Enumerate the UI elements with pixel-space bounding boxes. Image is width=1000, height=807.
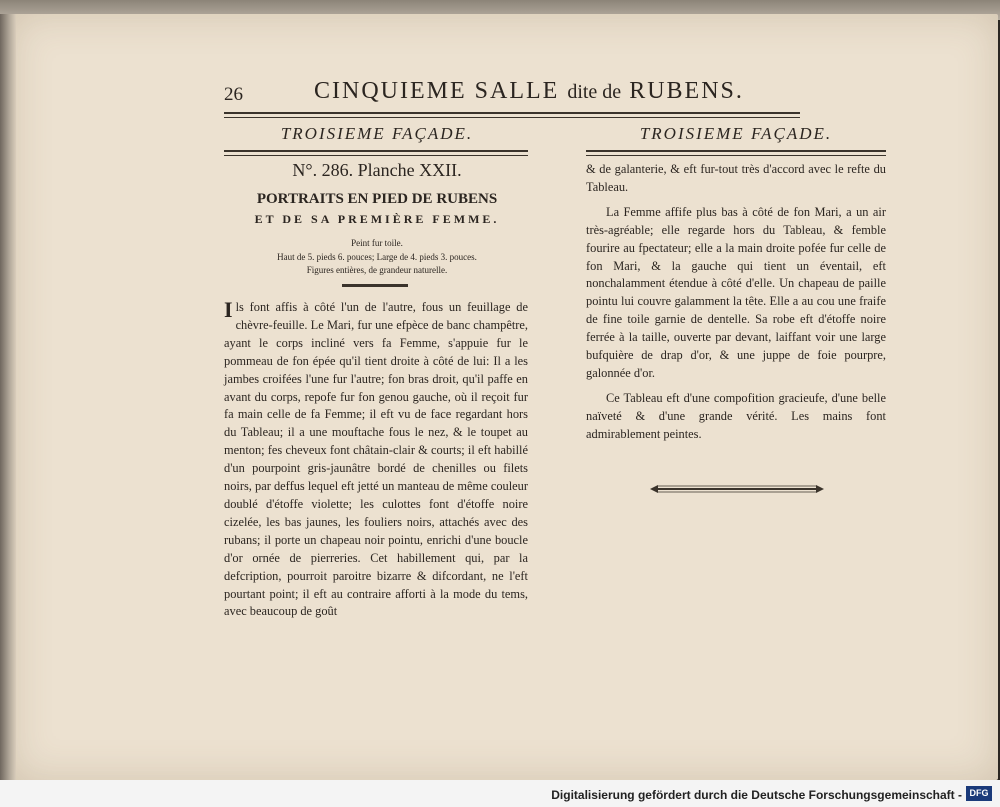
- drop-cap: I: [224, 297, 233, 322]
- book-spine: [0, 14, 16, 780]
- plate-title-line1: PORTRAITS EN PIED DE RUBENS: [256, 191, 498, 207]
- page-title: [314, 78, 744, 105]
- right-column-heading: TROISIEME FAÇADE.: [639, 124, 833, 143]
- header-rule-thin: [224, 117, 800, 118]
- plate-number: N°. 286. Planche XXII.: [292, 160, 462, 180]
- title-main-1: CINQUIEME SALLE: [314, 78, 560, 104]
- plate-dimensions: Haut de 5. pieds 6. pouces; Large de 4. pieds 3. pouces.: [277, 252, 477, 262]
- plate-medium: Peint fur toile.: [351, 238, 403, 248]
- header-rule: [224, 112, 800, 114]
- plate-title-line2: ET DE SA PREMIÈRE FEMME.: [254, 212, 500, 226]
- left-body-text: [224, 299, 528, 621]
- title-small: dite de: [567, 81, 622, 103]
- right-heading-rule: [586, 150, 886, 152]
- right-body-text: [586, 161, 886, 444]
- plate-figures: Figures entières, de grandeur naturelle.: [306, 265, 448, 275]
- right-paragraph-3: Ce Tableau eft d'une compofition gracieufe, d'une belle naïveté & d'une grande vérité. Les mains font admirablement peintes.: [586, 390, 886, 441]
- right-paragraph-1: & de galanterie, & eft fur-tout très d'accord avec le refte du Tableau.: [586, 162, 886, 194]
- title-main-2: RUBENS.: [629, 78, 744, 104]
- dfg-logo: DFG: [966, 786, 992, 801]
- left-paragraph: ls font affis à côté l'un de l'autre, fous un feuillage de chèvre-feuille. Le Mari, fur une efpèce de banc champêtre, ayant le corps incliné vers fa Femme, s'appuie fur le pommeau de fon épée qu'il tient droite à côté de lui: Il a les jambes croifées l'une fur l'autre; fon bras droit, qu'il paffe en avant du corps, repofe fur fon genou gauche, où il reçoit fur fa main celle de fa Femme; il eft vu de face regardant hors du Tableau; il a une mouftache fous le nez, & le toupet au menton; fes cheveux font châtain-clair & courts; il eft habillé d'un pourpoint gris-jaunâtre bordé de chenilles ou filets noirs, par deffus lequel eft jetté un manteau de même couleur doublé d'étoffe violette; les culottes font d'étoffe noire cizelée, les bas jaunes, les fouliers noirs, attachés avec des rubans; il porte un chapeau noir pointu, enrichi d'une boucle d'or ornée de pierreries. Cet habillement qui, par la defcription, pourroit paroitre bizarre & difcordant, ne l'eft pourtant point; il eft au contraire afforti à la mode du tems, avec beaucoup de goût: [224, 300, 528, 619]
- ornament-rule: [650, 484, 824, 494]
- left-heading-rule: [224, 150, 528, 152]
- page-number: 26: [224, 84, 243, 105]
- left-heading-rule-thin: [224, 155, 528, 156]
- right-heading-rule-thin: [586, 155, 886, 156]
- plate-divider: [342, 284, 408, 287]
- footer-credit: Digitalisierung gefördert durch die Deutsche Forschungsgemeinschaft -: [551, 788, 962, 802]
- left-column-heading: TROISIEME FAÇADE.: [280, 124, 474, 143]
- right-paragraph-2: La Femme affife plus bas à côté de fon Mari, a un air très-agréable; elle regarde hors du Tableau, & femble fourire au fpectateur; elle a la main droite pofée fur celle de fon Mari, & la gauche qui tient un éventail, eft nonchalamment étendue à côté d'elle. Un chapeau de paille pointu lui couvre galamment la tête. Elle a au cou une fraife de fine toile garnie de dentelle. Sa robe eft d'étoffe noire ferrée à la taille, ouverte par devant, laiffant voir une large bufquière de drap d'or, & une juppe de foie pourpre, galonnée d'or.: [586, 204, 886, 380]
- running-header: [224, 78, 800, 108]
